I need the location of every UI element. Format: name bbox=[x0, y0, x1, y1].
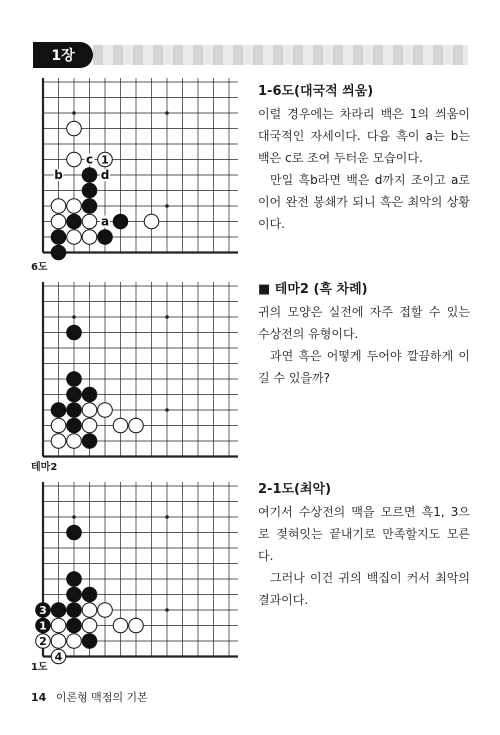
commentary-section-2 bbox=[258, 278, 470, 389]
section-title: 1-6도(대국적 씌움) bbox=[258, 84, 374, 99]
book-title: 이론형 맥점의 기본 bbox=[55, 691, 148, 704]
black-stone bbox=[82, 168, 97, 183]
black-stone bbox=[67, 587, 82, 602]
white-stone bbox=[129, 418, 144, 433]
white-stone bbox=[67, 230, 82, 245]
chapter-header-band bbox=[93, 45, 468, 65]
go-board-svg bbox=[30, 282, 240, 456]
section-paragraph: 만일 흑b라면 백은 d까지 조이고 a로 이어 완전 봉쇄가 되니 흑은 최악의 상황이다. bbox=[258, 173, 470, 231]
move-number-label: 1 bbox=[101, 153, 109, 167]
black-stone bbox=[51, 245, 66, 260]
black-stone bbox=[82, 183, 97, 198]
white-stone bbox=[51, 618, 66, 633]
white-stone bbox=[67, 634, 82, 649]
star-point bbox=[72, 515, 76, 519]
black-stone bbox=[82, 387, 97, 402]
black-stone bbox=[82, 634, 97, 649]
section-paragraph: 여기서 수상전의 맥을 모르면 흑1, 3으로 젖혀잇는 끝내기로 만족할지도 모른다. bbox=[258, 505, 470, 563]
black-stone bbox=[113, 214, 128, 229]
black-stone bbox=[67, 418, 82, 433]
white-stone bbox=[82, 618, 97, 633]
white-stone bbox=[67, 121, 82, 136]
black-stone bbox=[82, 434, 97, 449]
white-stone bbox=[51, 434, 66, 449]
point-label: c bbox=[85, 152, 94, 167]
star-point bbox=[165, 408, 169, 412]
section-paragraph: 그러나 이건 귀의 백집이 커서 최악의 결과이다. bbox=[258, 571, 470, 607]
white-stone bbox=[51, 634, 66, 649]
black-stone bbox=[67, 214, 82, 229]
go-board-svg bbox=[30, 78, 240, 256]
white-stone bbox=[82, 418, 97, 433]
commentary-section-1 bbox=[258, 80, 470, 235]
go-board-svg bbox=[30, 482, 240, 664]
point-label: d bbox=[100, 168, 110, 182]
diagram-caption: 테마2 bbox=[31, 462, 58, 473]
black-stone bbox=[67, 618, 82, 633]
white-stone bbox=[51, 418, 66, 433]
section-paragraph: 귀의 모양은 실전에 자주 접할 수 있는 수상전의 유형이다. bbox=[258, 305, 470, 341]
commentary-section-3 bbox=[258, 478, 470, 611]
white-stone bbox=[67, 152, 82, 167]
move-number-label: 4 bbox=[54, 650, 63, 664]
black-stone bbox=[67, 325, 82, 340]
white-stone bbox=[98, 603, 113, 618]
white-stone bbox=[129, 618, 144, 633]
white-stone bbox=[82, 230, 97, 245]
star-point bbox=[165, 111, 169, 115]
point-label: a bbox=[100, 214, 110, 229]
move-number-label: 3 bbox=[39, 603, 47, 617]
star-point bbox=[165, 515, 169, 519]
black-stone bbox=[51, 230, 66, 245]
white-stone bbox=[98, 403, 113, 418]
star-point bbox=[165, 608, 169, 612]
white-stone bbox=[82, 403, 97, 418]
black-stone bbox=[51, 603, 66, 618]
move-number-label: 2 bbox=[39, 634, 47, 648]
star-point bbox=[165, 204, 169, 208]
black-stone bbox=[82, 199, 97, 214]
white-stone bbox=[82, 603, 97, 618]
point-label: b bbox=[54, 168, 63, 182]
go-board-theme-2 bbox=[30, 282, 240, 456]
black-stone bbox=[67, 372, 82, 387]
page-number: 14 bbox=[31, 691, 47, 704]
page-footer bbox=[31, 689, 148, 705]
white-stone bbox=[113, 418, 128, 433]
black-stone bbox=[51, 403, 66, 418]
diagram-caption: 1도 bbox=[31, 662, 48, 673]
white-stone bbox=[113, 618, 128, 633]
move-number-label: 1 bbox=[39, 619, 47, 633]
black-stone bbox=[67, 525, 82, 540]
black-stone bbox=[98, 230, 113, 245]
star-point bbox=[72, 315, 76, 319]
white-stone bbox=[144, 214, 159, 229]
chapter-badge bbox=[33, 42, 93, 68]
go-board-diagram-6 bbox=[30, 78, 240, 256]
section-paragraph: 과연 흑은 어떻게 두어야 깔끔하게 이길 수 있을까? bbox=[258, 349, 470, 385]
white-stone bbox=[67, 434, 82, 449]
black-stone bbox=[82, 587, 97, 602]
black-stone bbox=[67, 572, 82, 587]
black-stone bbox=[67, 403, 82, 418]
chapter-label: 1장 bbox=[51, 48, 75, 64]
star-point bbox=[72, 111, 76, 115]
white-stone bbox=[51, 199, 66, 214]
section-paragraph: 이럴 경우에는 차라리 백은 1의 씌움이 대국적인 자세이다. 다음 흑이 a는 b는 백은 c로 조여 두터운 모습이다. bbox=[258, 107, 470, 165]
white-stone bbox=[51, 214, 66, 229]
diagram-caption: 6도 bbox=[31, 262, 48, 273]
section-title: ■ 테마2 (흑 차례) bbox=[258, 282, 368, 297]
white-stone bbox=[82, 214, 97, 229]
white-stone bbox=[67, 199, 82, 214]
black-stone bbox=[67, 603, 82, 618]
star-point bbox=[165, 315, 169, 319]
black-stone bbox=[67, 387, 82, 402]
section-title: 2-1도(최악) bbox=[258, 482, 332, 497]
go-board-diagram-1 bbox=[30, 482, 240, 664]
